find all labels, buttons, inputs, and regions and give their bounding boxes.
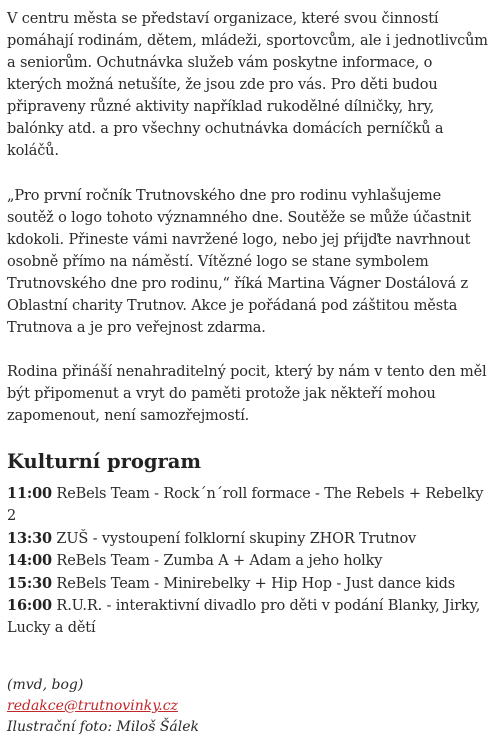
email-link[interactable]: redakce@trutnovinky.cz <box>7 697 178 714</box>
program-list <box>7 483 489 640</box>
program-text: ZUŠ - vystoupení folklorní skupiny ZHOR Trutnov <box>51 530 417 547</box>
program-time: 11:00 <box>7 485 52 502</box>
program-text: ReBels Team - Zumba A + Adam a jeho holky <box>51 553 383 570</box>
program-text: ReBels Team - Minirebelky + Hip Hop - Just dance kids <box>51 575 456 592</box>
program-item <box>7 483 489 528</box>
program-time: 14:00 <box>7 552 52 570</box>
program-heading: Kulturní program <box>7 450 202 473</box>
program-item <box>7 550 489 572</box>
article-footer <box>7 675 489 738</box>
authors: (mvd, bog) <box>7 676 84 693</box>
article-paragraph: V centru města se představí organizace, které svou činností pomáhají rodinám, dětem, mládeži, sportovcům, ale i jednotlivcům a seniorům. Ochutnávka služeb vám poskytne informace, o kterých možná netušíte, že jsou zde pro vás. Pro děti budou připraveny různé aktivity například rukodělné dílničky, hry, balónky atd. a pro všechny ochutnávka domácích perníčků a koláčů. <box>7 11 488 159</box>
program-item <box>7 573 489 595</box>
program-time: 13:30 <box>7 529 52 547</box>
program-item <box>7 595 489 640</box>
article-paragraph: Rodina přináší nenahraditelný pocit, který by nám v tento den měl být připomenut a vryt do paměti protože jak někteří mohou zapomenout, není samozřejmostí. <box>7 364 487 424</box>
program-item <box>7 528 489 550</box>
program-time: 16:00 <box>7 597 52 615</box>
program-text: R.U.R. - interaktivní divadlo pro děti v podání Blanky, Jirky, Lucky a dětí <box>7 598 481 637</box>
program-time: 15:30 <box>7 574 52 592</box>
program-text: ReBels Team - Rock´n´roll formace - The Rebels + Rebelky 2 <box>7 486 484 525</box>
article-paragraph: „Pro první ročník Trutnovského dne pro rodinu vyhlašujeme soutěž o logo tohoto významného dne. Soutěže se může účastnit kdokoli. Přineste vámi navržené logo, nebo jej pŕijďte navrhnout osobně přímo na náměstí. Vítězné logo se stane symbolem Trutnovského dne pro rodinu,“ říká Martina Vágner Dostálová z Oblastní charity Trutnov. Akce je pořádaná pod záštitou města Trutnova a je pro veřejnost zdarma. <box>7 188 471 336</box>
photo-credit: Ilustrační foto: Miloš Šálek <box>7 718 200 735</box>
